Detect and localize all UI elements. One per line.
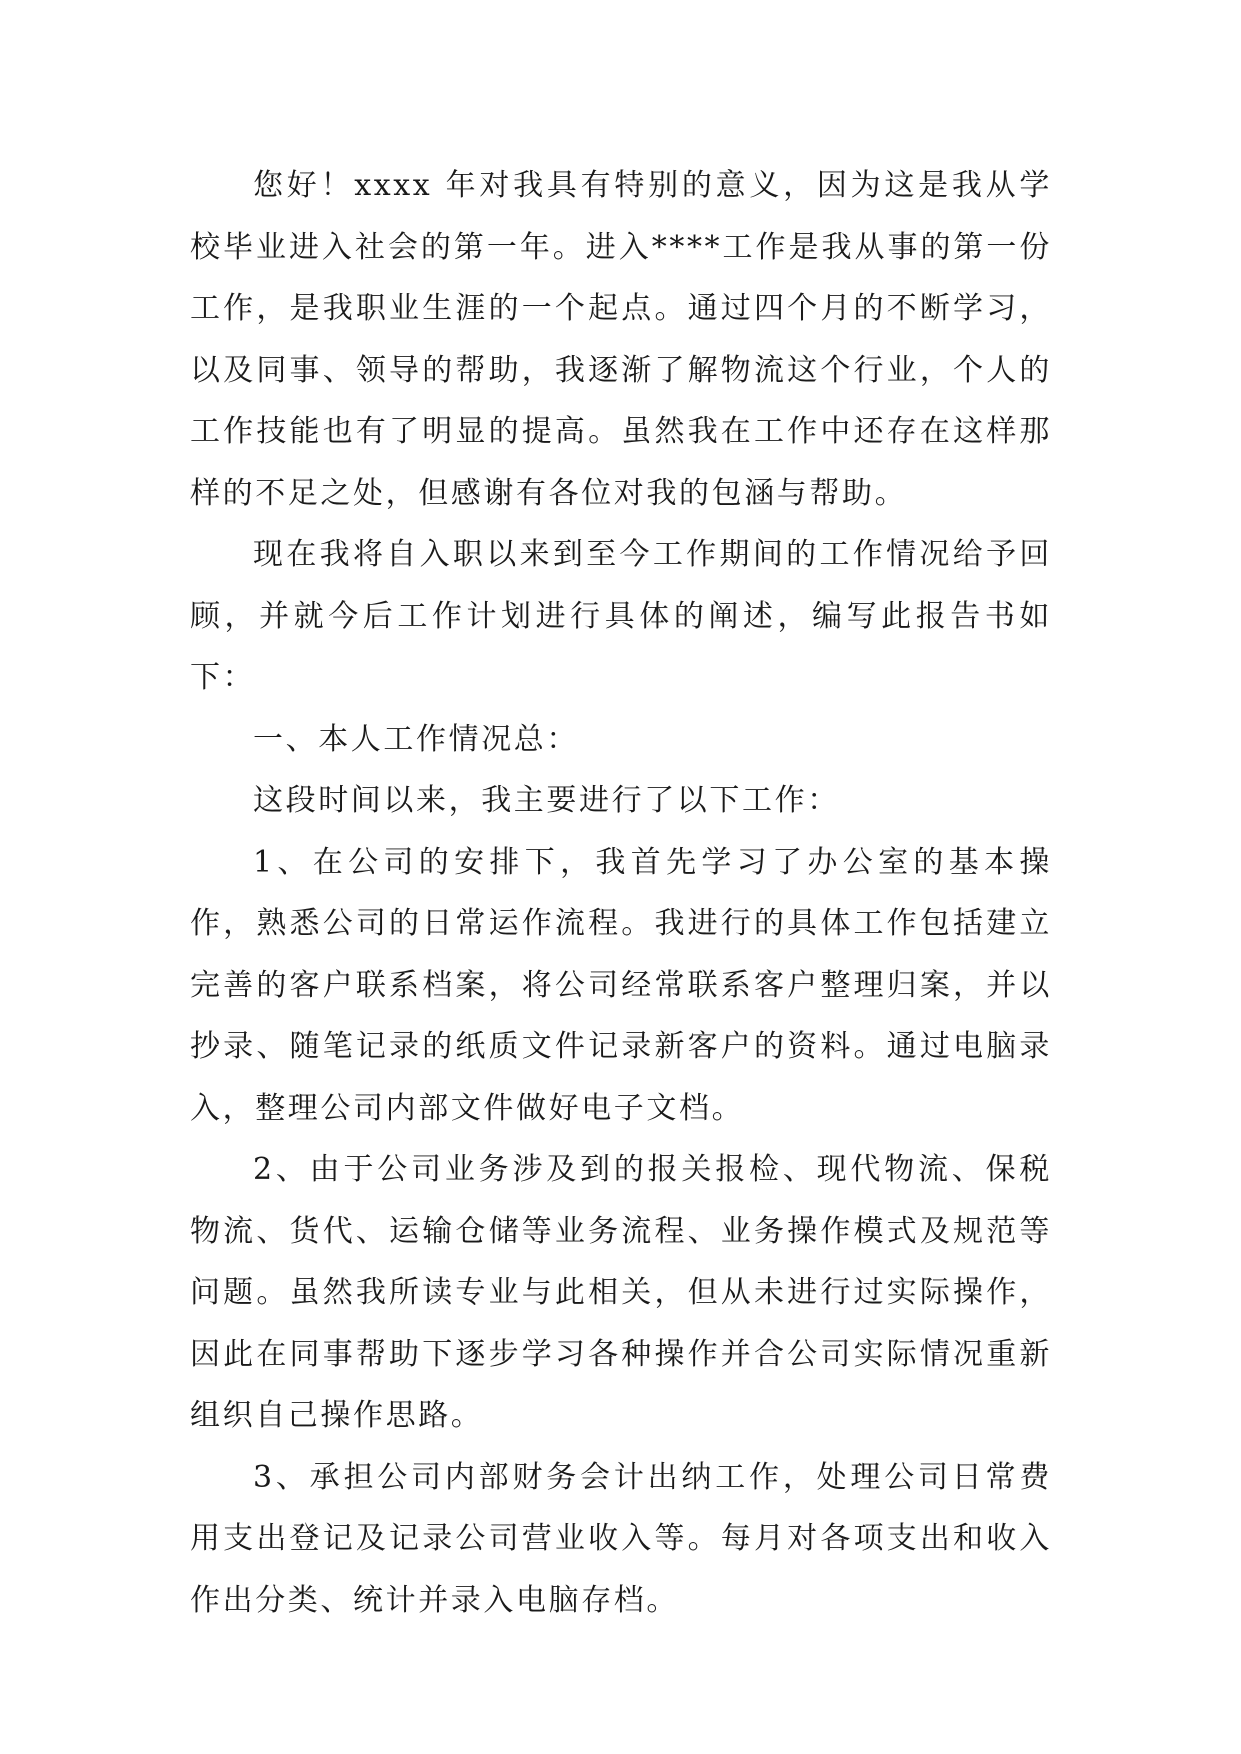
paragraph-item-1: 1、在公司的安排下，我首先学习了办公室的基本操作，熟悉公司的日常运作流程。我进行的具体工作包括建立完善的客户联系档案，将公司经常联系客户整理归案，并以抄录、随笔记录的纸质文件记录新客户的资料。通过电脑录入，整理公司内部文件做好电子文档。 bbox=[190, 844, 1052, 1126]
section-heading-work-summary: 一、本人工作情况总： bbox=[253, 721, 579, 757]
paragraph-greeting: 您好！xxxx 年对我具有特别的意义，因为这是我从学校毕业进入社会的第一年。进入****工作是我从事的第一份工作，是我职业生涯的一个起点。通过四个月的不断学习，以及同事、领导的帮助，我逐渐了解物流这个行业，个人的工作技能也有了明显的提高。虽然我在工作中还存在这样那样的不足之处，但感谢有各位对我的包涵与帮助。 bbox=[190, 168, 1052, 511]
paragraph-item-2: 2、由于公司业务涉及到的报关报检、现代物流、保税物流、货代、运输仓储等业务流程、业务操作模式及规范等问题。虽然我所读专业与此相关，但从未进行过实际操作，因此在同事帮助下逐步学习各种操作并合公司实际情况重新组织自己操作思路。 bbox=[190, 1152, 1052, 1433]
paragraph-item-3: 3、承担公司内部财务会计出纳工作，处理公司日常费用支出登记及记录公司营业收入等。每月对各项支出和收入作出分类、统计并录入电脑存档。 bbox=[190, 1459, 1052, 1618]
paragraph-review-intro: 现在我将自入职以来到至今工作期间的工作情况给予回顾，并就今后工作计划进行具体的阐述，编写此报告书如下： bbox=[190, 537, 1052, 695]
paragraph-work-intro: 这段时间以来，我主要进行了以下工作： bbox=[253, 783, 840, 818]
document-body bbox=[190, 155, 1052, 1631]
